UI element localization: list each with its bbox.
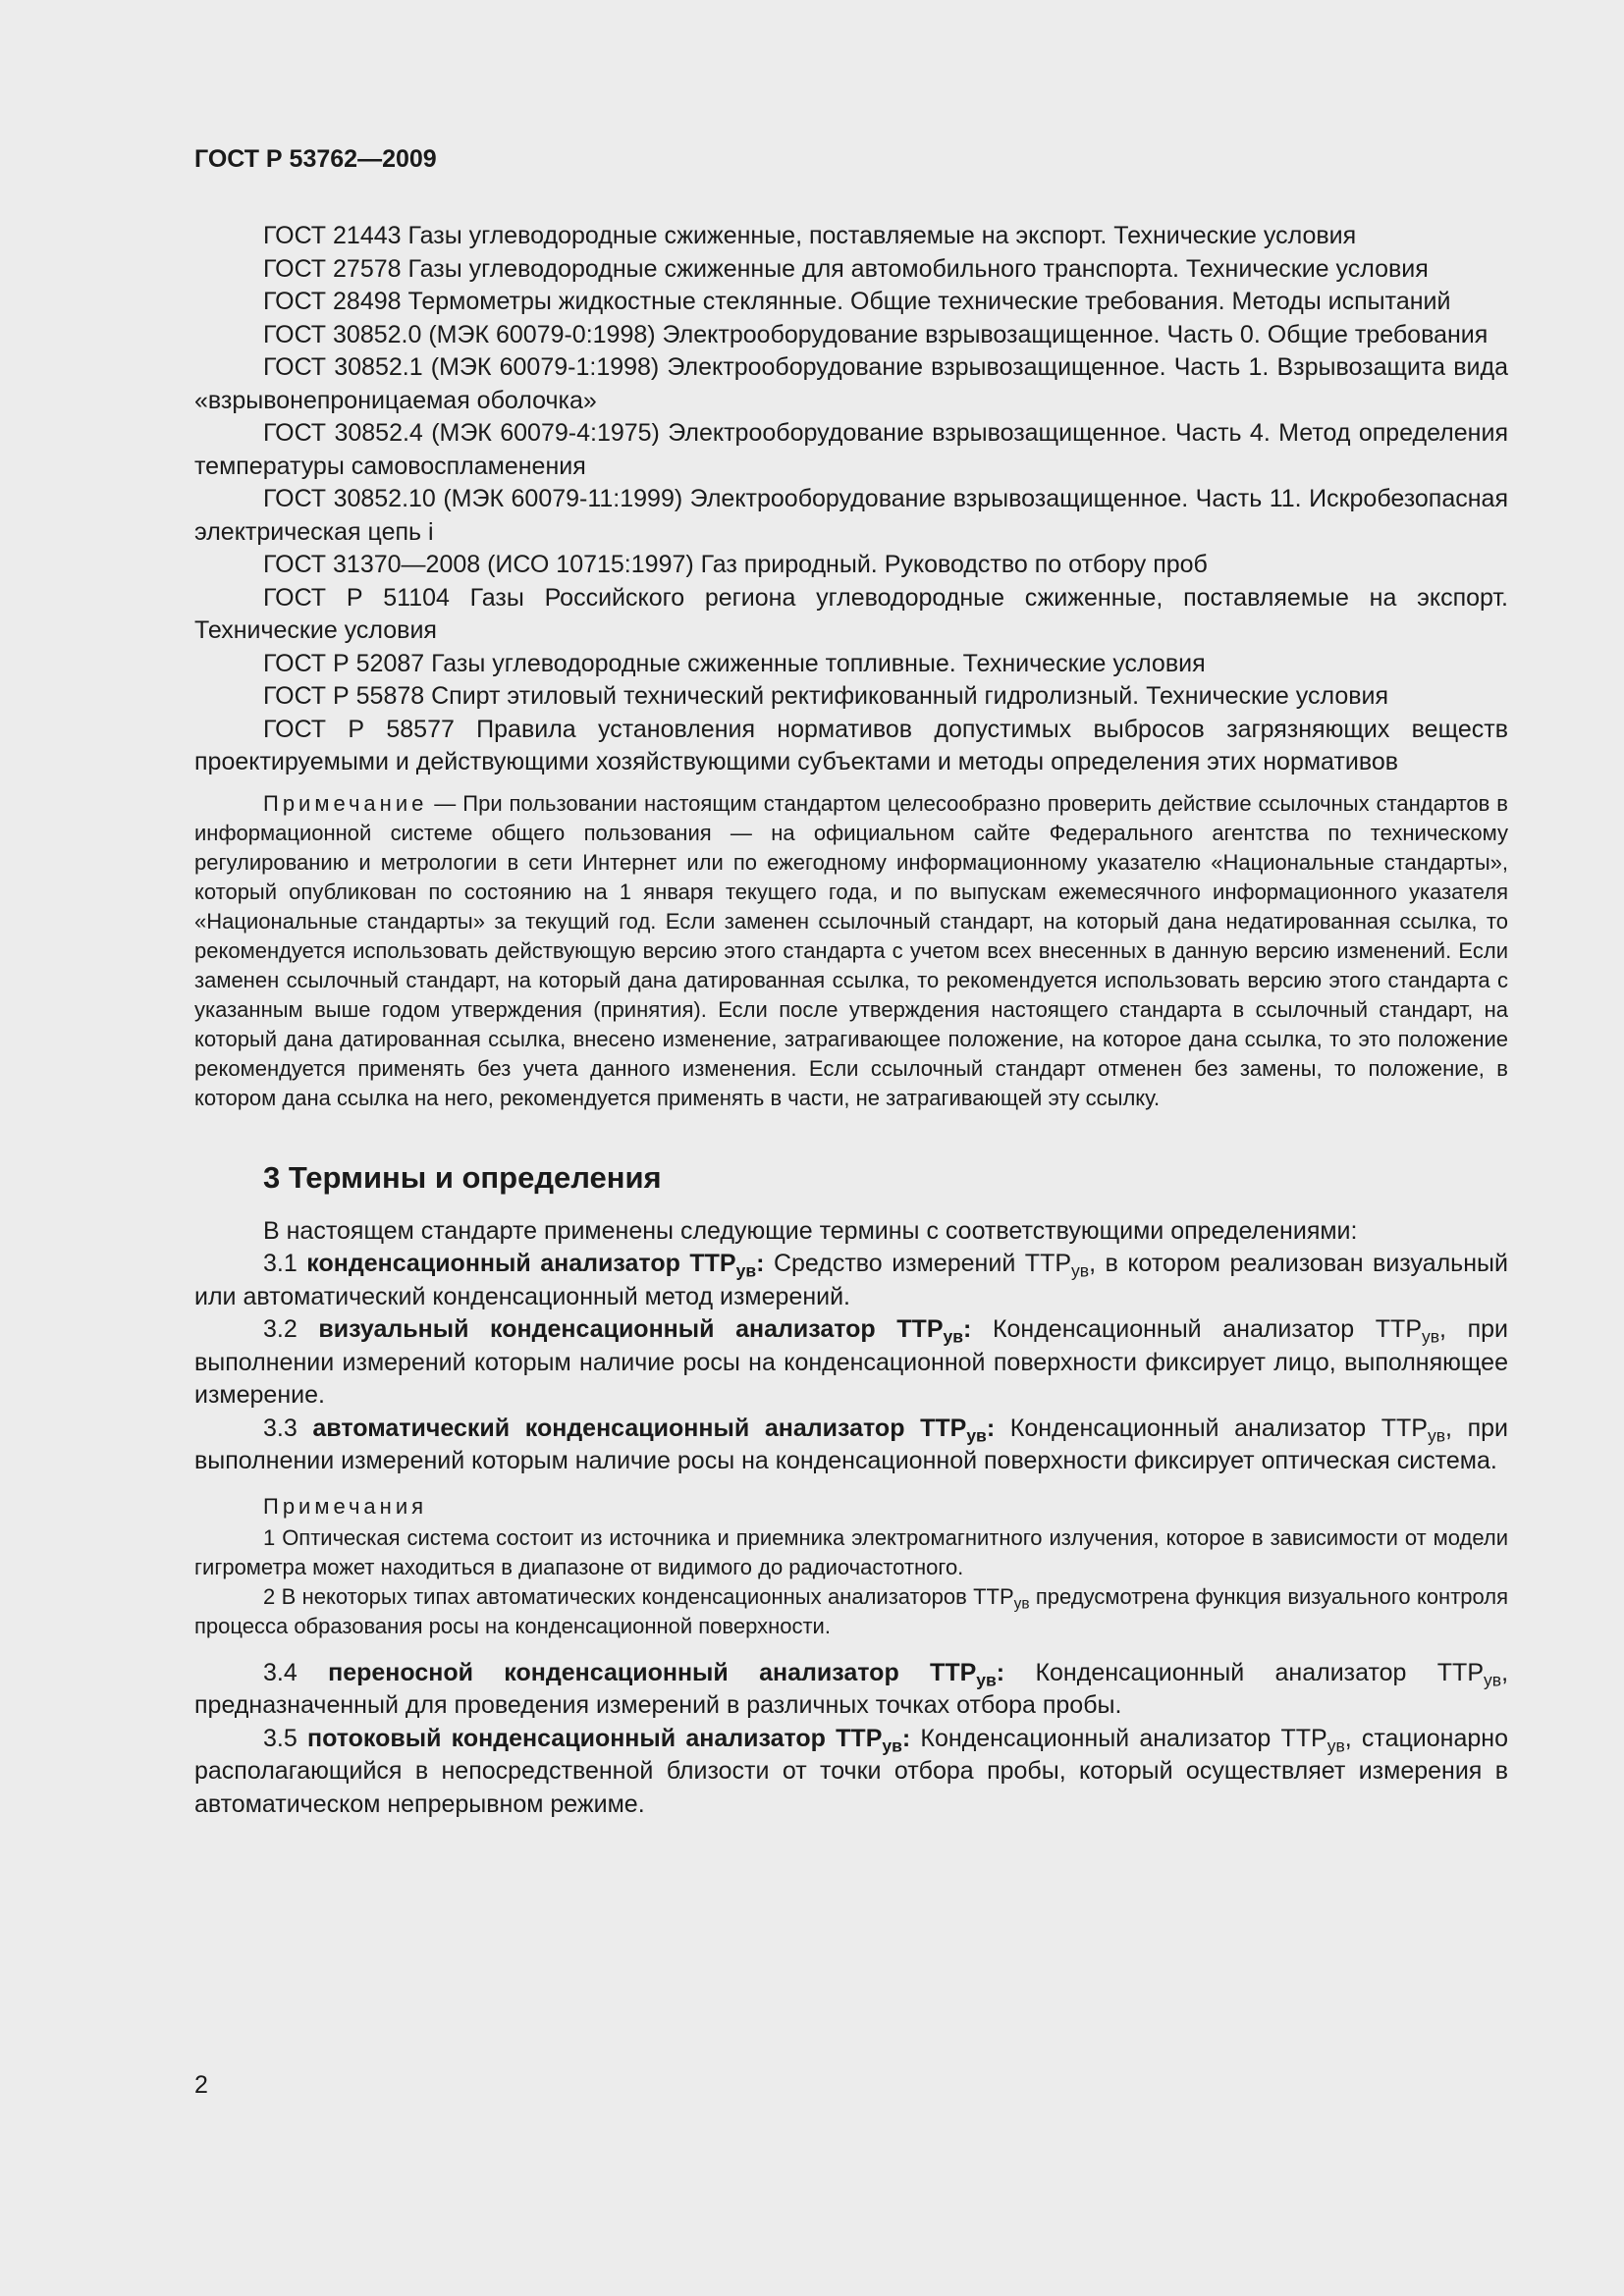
term-name: конденсационный анализатор ТТР — [306, 1250, 736, 1277]
reference-item: ГОСТ Р 52087 Газы углеводородные сжиженные топливные. Технические условия — [263, 649, 1206, 677]
term-item: 3.4 переносной конденсационный анализатор $ТТР_{ув}$: Конденсационный анализатор $ТТР_{ув}$, предназначенный для проведения измерений в различных точках отбора пробы. — [194, 1658, 1509, 1719]
reference-item: ГОСТ 28498 Термометры жидкостные стеклянные. Общие технические требования. Методы испытаний — [263, 288, 1451, 315]
note-text: При пользовании настоящим стандартом целесообразно проверить действие ссылочных стандартов в информационной системе общего пользования — на официальном сайте Федерального агентства по техническому регулированию и метрологии в сети Интернет или по ежегодному информационному указателю «Национальные стандарты», который опубликован по состоянию на 1 января текущего года, и по выпускам ежемесячного информационного указателя «Национальные стандарты» за текущий год. Если заменен ссылочный стандарт, на который дана недатированная ссылка, то рекомендуется использовать действующую версию этого стандарта с учетом всех внесенных в данную версию изменений. Если заменен ссылочный стандарт, на который дана датированная ссылка, то рекомендуется использовать версию этого стандарта с указанным выше годом утверждения (принятия). Если после утверждения настоящего стандарта в ссылочный стандарт, на который дана датированная ссылка, внесено изменение, затрагивающее положение, на которое дана ссылка, то это положение рекомендуется применять без учета данного изменения. Если ссылочный стандарт отменен без замены, то положение, в котором дана ссылка на него, рекомендуется применять в части, не затрагивающей эту ссылку. — [194, 790, 1508, 1110]
terms-block-continued — [194, 1657, 1508, 1822]
term-item: 3.5 потоковый конденсационный анализатор $ТТР_{ув}$: Конденсационный анализатор $ТТР_{ув}$, стационарно располагающийся в непосредственной близости от точки отбора пробы, который осуществляет измерения в автоматическом непрерывном режиме. — [194, 1724, 1508, 1818]
note-item: 2 В некоторых типах автоматических конденсационных анализаторов $ТТР_{ув}$ предусмотрена функция визуального контроля процесса образования росы на конденсационной поверхности. — [194, 1583, 1509, 1638]
reference-item: ГОСТ 30852.10 (МЭК 60079-11:1999) Электрооборудование взрывозащищенное. Часть 11. Искробезопасная электрическая цепь i — [194, 485, 1508, 546]
section-title: 3 Термины и определения — [263, 1159, 662, 1195]
term-name: потоковый конденсационный анализатор ТТР — [306, 1724, 883, 1752]
term-name: переносной конденсационный анализатор ТТР — [328, 1658, 977, 1686]
document-header: ГОСТ Р 53762—2009 — [194, 145, 437, 173]
term-item: 3.3 автоматический конденсационный анализатор $ТТР_{ув}$: Конденсационный анализатор $ТТР_{ув}$, при выполнении измерений которым наличие росы на конденсационной поверхности фиксирует оптическая система. — [194, 1414, 1508, 1474]
note-dash: — — [427, 790, 463, 816]
references-note — [194, 789, 1508, 1113]
reference-item: ГОСТ 27578 Газы углеводородные сжиженные для автомобильного транспорта. Технические условия — [263, 254, 1429, 283]
term-name: визуальный конденсационный анализатор ТТР — [318, 1315, 944, 1343]
document-page — [194, 145, 1508, 1821]
note-item: 1 Оптическая система состоит из источника и приемника электромагнитного излучения, которое в зависимости от модели гигрометра может находиться в диапазоне от видимого до радиочастотного. — [194, 1524, 1508, 1579]
term-item: 3.1 конденсационный анализатор $ТТР_{ув}$: Средство измерений $ТТР_{ув}$, в котором реализован визуальный или автоматический конденсационный метод измерений. — [194, 1250, 1508, 1310]
references-list — [194, 220, 1508, 779]
reference-item: ГОСТ Р 51104 Газы Российского региона углеводородные сжиженные, поставляемые на экспорт. Технические условия — [194, 583, 1508, 644]
note-label: Примечание — [263, 790, 428, 816]
terms-notes — [194, 1492, 1508, 1641]
reference-item: ГОСТ 31370—2008 (ИСО 10715:1997) Газ природный. Руководство по отбору проб — [263, 551, 1208, 578]
reference-item: ГОСТ Р 58577 Правила установления нормативов допустимых выбросов загрязняющих веществ проектируемыми и действующими хозяйствующими субъектами и методы определения этих нормативов — [194, 715, 1508, 775]
term-name: автоматический конденсационный анализатор ТТР — [312, 1414, 967, 1442]
reference-item: ГОСТ 30852.1 (МЭК 60079-1:1998) Электрооборудование взрывозащищенное. Часть 1. Взрывозащита вида «взрывонепроницаемая оболочка» — [194, 353, 1508, 414]
reference-item: ГОСТ 30852.4 (МЭК 60079-4:1975) Электрооборудование взрывозащищенное. Часть 4. Метод определения температуры самовоспламенения — [194, 419, 1508, 480]
section-intro: В настоящем стандарте применены следующие термины с соответствующими определениями: — [263, 1216, 1358, 1245]
reference-item: ГОСТ Р 55878 Спирт этиловый технический ректификованный гидролизный. Технические условия — [263, 682, 1389, 710]
page-number: 2 — [194, 2071, 208, 2099]
reference-item: ГОСТ 21443 Газы углеводородные сжиженные, поставляемые на экспорт. Технические условия — [263, 222, 1357, 249]
notes-heading: Примечания — [263, 1493, 428, 1519]
reference-item: ГОСТ 30852.0 (МЭК 60079-0:1998) Электрооборудование взрывозащищенное. Часть 0. Общие требования — [263, 320, 1489, 348]
terms-block — [194, 1215, 1508, 1478]
term-item: 3.2 визуальный конденсационный анализатор $ТТР_{ув}$: Конденсационный анализатор $ТТР_{ув}$, при выполнении измерений которым наличие росы на конденсационной поверхности фиксирует лицо, выполняющее измерение. — [194, 1315, 1508, 1409]
